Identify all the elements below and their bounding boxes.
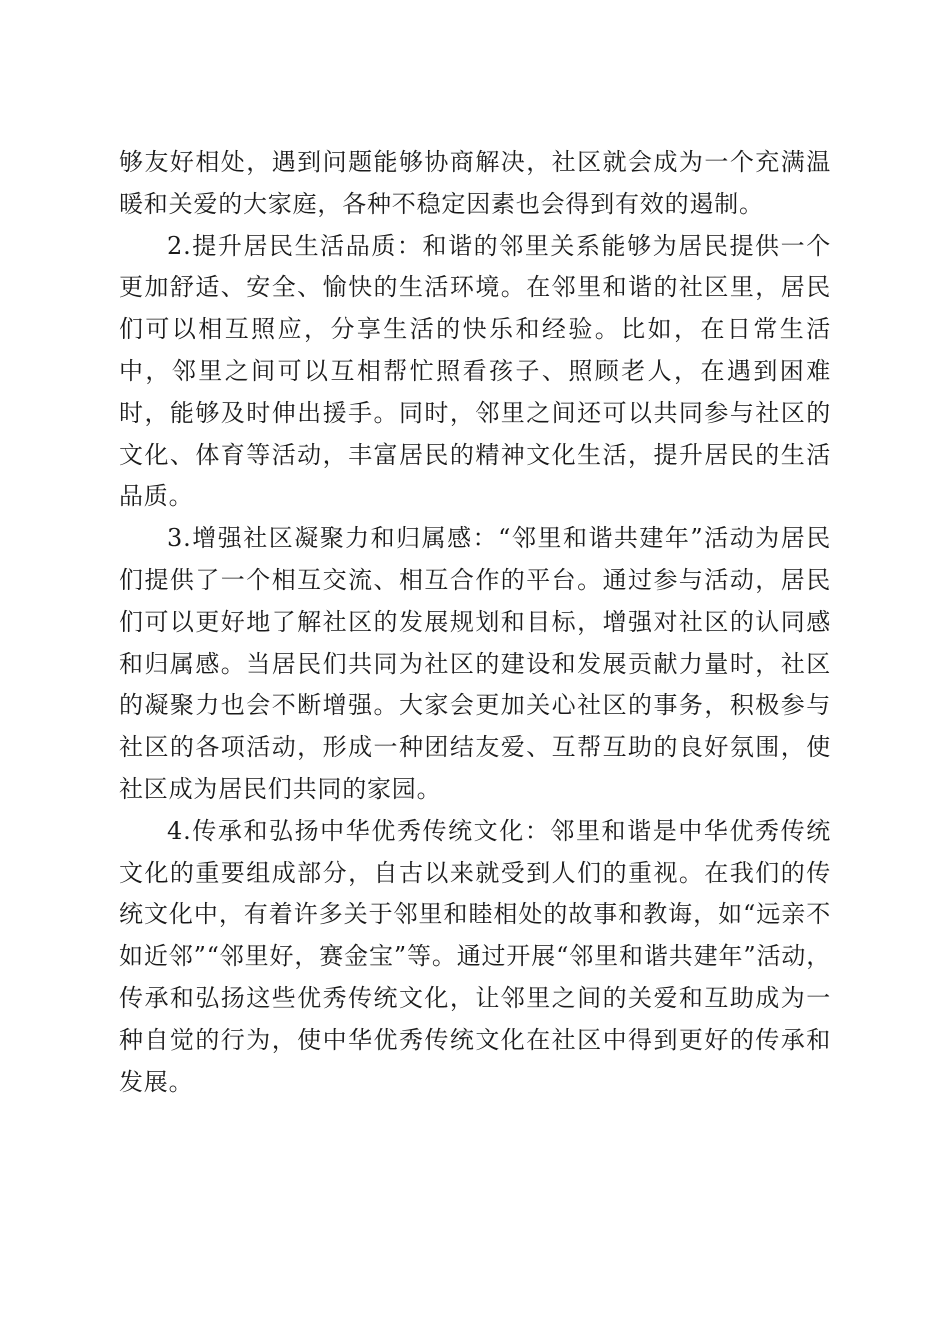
paragraph-continuation: 够友好相处，遇到问题能够协商解决，社区就会成为一个充满温暖和关爱的大家庭，各种不稳定因素也会得到有效的遏制。: [119, 148, 831, 218]
paragraph-item-3: 3.增强社区凝聚力和归属感：“邻里和谐共建年”活动为居民们提供了一个相互交流、相互合作的平台。通过参与活动，居民们可以更好地了解社区的发展规划和目标，增强对社区的认同感和归属感。当居民们共同为社区的建设和发展贡献力量时，社区的凝聚力也会不断增强。大家会更加关心社区的事务，积极参与社区的各项活动，形成一种团结友爱、互帮互助的良好氛围，使社区成为居民们共同的家园。: [119, 524, 831, 803]
paragraph-item-2: 2.提升居民生活品质：和谐的邻里关系能够为居民提供一个更加舒适、安全、愉快的生活环境。在邻里和谐的社区里，居民们可以相互照应，分享生活的快乐和经验。比如，在日常生活中，邻里之间可以互相帮忙照看孩子、照顾老人，在遇到困难时，能够及时伸出援手。同时，邻里之间还可以共同参与社区的文化、体育等活动，丰富居民的精神文化生活，提升居民的生活品质。: [119, 231, 831, 511]
document-body: [119, 142, 831, 1103]
paragraph-item-4: 4.传承和弘扬中华优秀传统文化：邻里和谐是中华优秀传统文化的重要组成部分，自古以来就受到人们的重视。在我们的传统文化中，有着许多关于邻里和睦相处的故事和教诲，如“远亲不如近邻”“邻里好，赛金宝”等。通过开展“邻里和谐共建年”活动，传承和弘扬这些优秀传统文化，让邻里之间的关爱和互助成为一种自觉的行为，使中华优秀传统文化在社区中得到更好的传承和发展。: [119, 816, 831, 1096]
